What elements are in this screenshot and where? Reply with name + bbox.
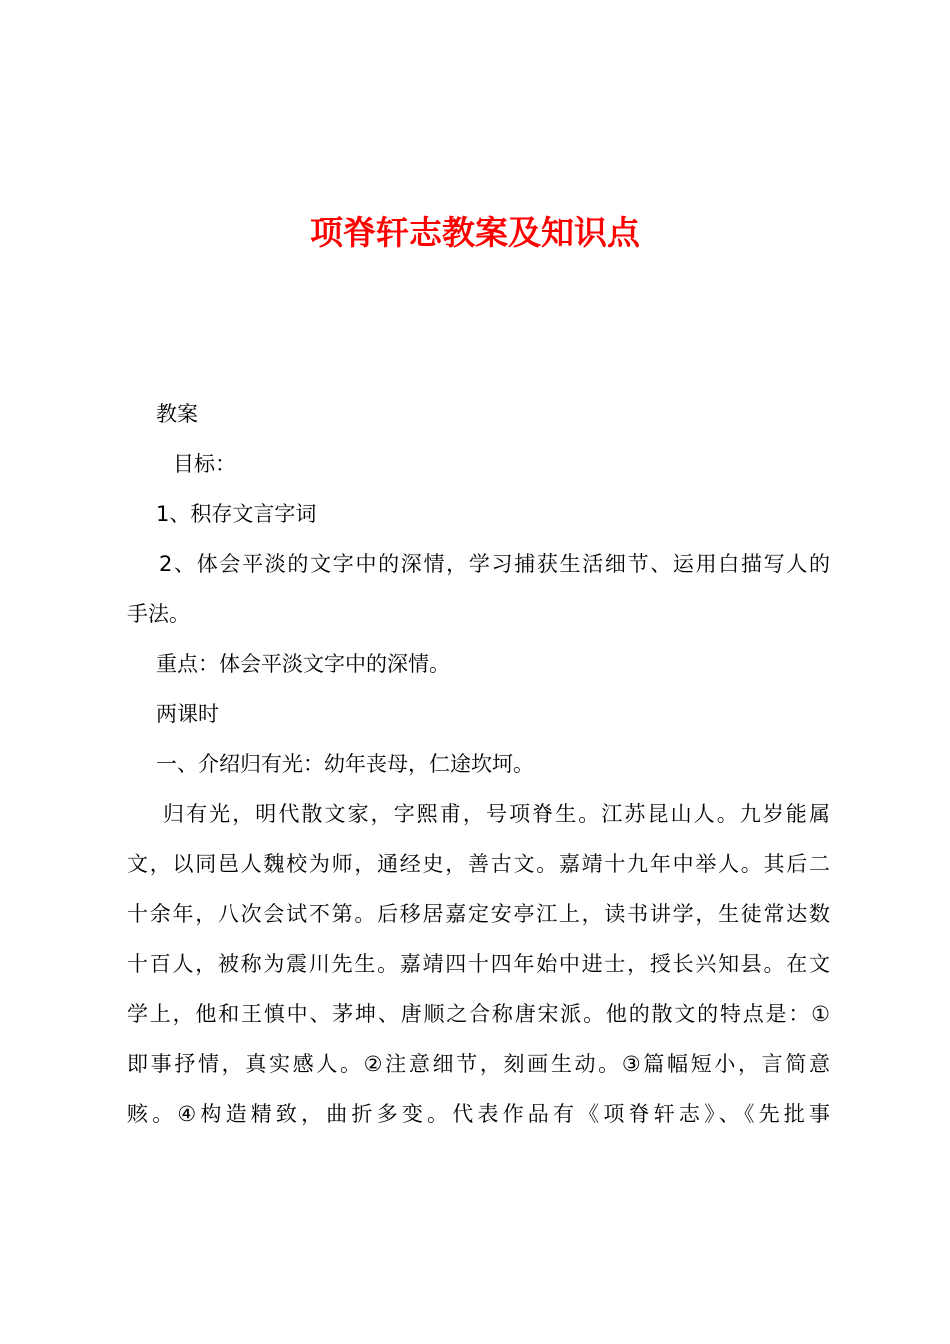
paragraph-heading-lesson-plan: 教案 — [156, 402, 198, 426]
paragraph-objectives-label: 目标： — [173, 452, 236, 476]
author-paragraph-line: 十余年，八次会试不第。后移居嘉定安亭江上，读书讲学，生徒常达数 — [127, 902, 830, 926]
document-title: 项脊轩志教案及知识点 — [310, 213, 640, 252]
author-paragraph-line: 赅。④构造精致，曲折多变。代表作品有《项脊轩志》、《先批事 — [127, 1102, 830, 1126]
objective-item-2-continued: 手法。 — [127, 602, 190, 626]
key-point: 重点：体会平淡文字中的深情。 — [156, 652, 450, 676]
author-paragraph-line: 即事抒情，真实感人。②注意细节，刻画生动。③篇幅短小，言简意 — [127, 1052, 830, 1076]
author-paragraph-line: 文，以同邑人魏校为师，通经史，善古文。嘉靖十九年中举人。其后二 — [127, 852, 830, 876]
author-paragraph-line: 十百人，被称为震川先生。嘉靖四十四年始中进士，授长兴知县。在文 — [127, 952, 830, 976]
objective-item-1: 1、积存文言字词 — [156, 502, 317, 526]
author-paragraph-line: 归有光，明代散文家，字熙甫，号项脊生。江苏昆山人。九岁能属 — [163, 802, 830, 826]
objective-item-2: 2、体会平淡的文字中的深情，学习捕获生活细节、运用白描写人的 — [159, 552, 830, 576]
document-body — [127, 389, 830, 1139]
author-paragraph-line: 学上，他和王慎中、茅坤、唐顺之合称唐宋派。他的散文的特点是：① — [127, 1002, 830, 1026]
class-hours: 两课时 — [156, 702, 219, 726]
section-heading-author: 一、介绍归有光：幼年丧母，仁途坎坷。 — [156, 752, 534, 776]
